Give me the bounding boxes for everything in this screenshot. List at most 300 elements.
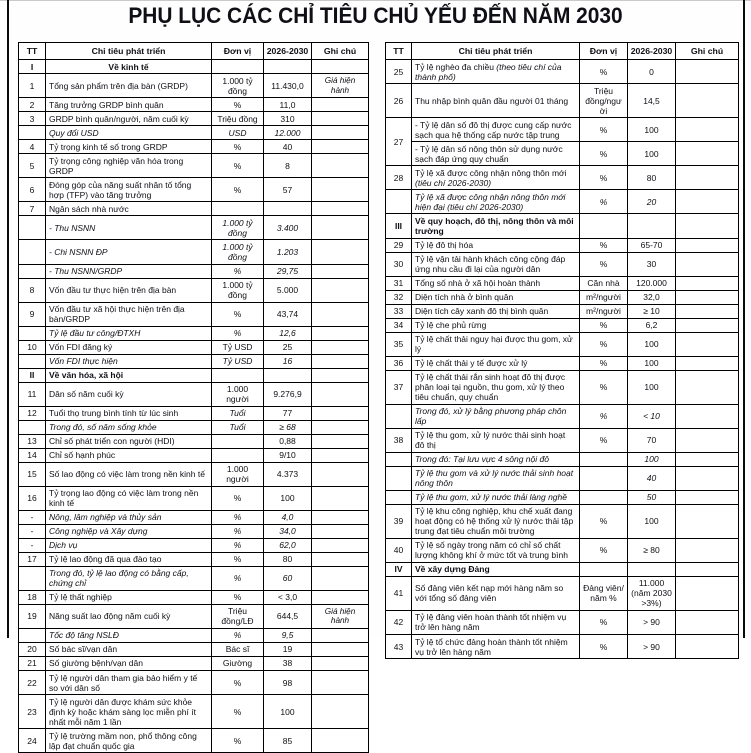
note-cell: [312, 486, 369, 510]
tt-cell: 20: [19, 642, 46, 656]
target-value-cell: 100: [264, 486, 312, 510]
indicator-cell: Chỉ số hạnh phúc: [46, 448, 212, 462]
unit-cell: %: [580, 118, 628, 142]
note-cell: [312, 154, 369, 178]
target-value-cell: 14,5: [628, 84, 676, 118]
tt-cell: [19, 354, 46, 368]
tt-cell: 39: [386, 504, 412, 538]
indicator-row: [19, 671, 369, 695]
unit-cell: [580, 562, 628, 576]
unit-cell: %: [212, 590, 264, 604]
target-value-cell: ≥ 10: [628, 304, 676, 318]
target-value-cell: 34,0: [264, 524, 312, 538]
unit-cell: %: [580, 190, 628, 214]
sub-indicator-row: [19, 216, 369, 240]
indicator-row: [19, 140, 369, 154]
tt-cell: 33: [386, 304, 412, 318]
unit-cell: %: [580, 332, 628, 356]
unit-cell: [580, 490, 628, 504]
indicator-cell: Tỷ lệ vận tải hành khách công cộng đáp ứng nhu cầu đi lại của người dân: [412, 252, 580, 276]
right-table-body: [386, 60, 739, 659]
indicator-row: [19, 434, 369, 448]
indicator-row: [386, 370, 739, 404]
tt-cell: 22: [19, 671, 46, 695]
indicator-cell: Số bác sĩ/vạn dân: [46, 642, 212, 656]
unit-cell: %: [212, 302, 264, 326]
indicator-row: [19, 382, 369, 406]
tt-cell: IV: [386, 562, 412, 576]
indicator-cell: Tỷ lệ nghèo đa chiều (theo tiêu chí của thành phố): [412, 60, 580, 84]
note-cell: [312, 240, 369, 264]
note-cell: [312, 671, 369, 695]
target-value-cell: 1.203: [264, 240, 312, 264]
sub-indicator-row: [19, 420, 369, 434]
target-value-cell: 100: [628, 332, 676, 356]
note-cell: [312, 462, 369, 486]
target-value-cell: 100: [628, 504, 676, 538]
indicator-cell: Tỷ lệ lao động đã qua đào tạo: [46, 552, 212, 566]
indicator-cell: Tốc độ tăng NSLĐ: [46, 628, 212, 642]
tt-cell: 3: [19, 112, 46, 126]
indicator-cell: Vốn FDI đăng ký: [46, 340, 212, 354]
note-cell: [676, 490, 739, 504]
target-value-cell: ≥ 80: [628, 538, 676, 562]
note-cell: [312, 326, 369, 340]
target-value-cell: 65-70: [628, 238, 676, 252]
note-cell: [312, 448, 369, 462]
indicator-row: [386, 428, 739, 452]
note-cell: [312, 354, 369, 368]
target-value-cell: 11.430,0: [264, 74, 312, 98]
note-cell: [676, 370, 739, 404]
tt-cell: 5: [19, 154, 46, 178]
indicator-cell: Trong đó: Tại lưu vực 4 sông nội đô: [412, 452, 580, 466]
unit-cell: Tuổi: [212, 420, 264, 434]
target-value-cell: 32,0: [628, 290, 676, 304]
column-header-note: Ghi chú: [676, 43, 739, 60]
indicator-row: [19, 448, 369, 462]
indicator-cell: Tổng số nhà ở xã hội hoàn thành: [412, 276, 580, 290]
target-value-cell: 644,5: [264, 604, 312, 628]
indicator-cell: Trong đó, tỷ lệ lao động có bằng cấp, chứng chỉ: [46, 566, 212, 590]
indicator-row: [386, 238, 739, 252]
tt-cell: -: [19, 524, 46, 538]
unit-cell: %: [580, 166, 628, 190]
section-row: [19, 368, 369, 382]
tt-cell: 34: [386, 318, 412, 332]
note-cell: [312, 112, 369, 126]
unit-cell: [212, 60, 264, 74]
target-value-cell: 12,6: [264, 326, 312, 340]
target-value-cell: [264, 202, 312, 216]
indicator-row: [386, 635, 739, 659]
tt-cell: 4: [19, 140, 46, 154]
indicator-cell: - Tỷ lệ dân số đô thị được cung cấp nước sạch qua hệ thống cấp nước tập trung: [412, 118, 580, 142]
target-value-cell: 310: [264, 112, 312, 126]
indicator-cell: Diện tích cây xanh đô thị bình quân: [412, 304, 580, 318]
tt-cell: 18: [19, 590, 46, 604]
target-value-cell: 80: [628, 166, 676, 190]
sub-indicator-row: [19, 538, 369, 552]
indicator-cell: Năng suất lao động năm cuối kỳ: [46, 604, 212, 628]
note-cell: [312, 264, 369, 278]
unit-cell: 1.000 tỷ đồng: [212, 74, 264, 98]
indicator-row: [386, 504, 739, 538]
unit-cell: 1.000 tỷ đồng: [212, 240, 264, 264]
indicator-row: [386, 252, 739, 276]
unit-cell: %: [580, 404, 628, 428]
tt-cell: -: [19, 538, 46, 552]
unit-cell: m²/người: [580, 304, 628, 318]
sub-indicator-row: [19, 354, 369, 368]
target-value-cell: ≥ 68: [264, 420, 312, 434]
sub-indicator-row: [19, 628, 369, 642]
column-header-note: Ghi chú: [312, 43, 369, 60]
unit-cell: %: [580, 252, 628, 276]
note-cell: [676, 610, 739, 634]
target-value-cell: 60: [264, 566, 312, 590]
indicator-cell: Tỷ trọng công nghiệp văn hóa trong GRDP: [46, 154, 212, 178]
target-value-cell: > 90: [628, 635, 676, 659]
indicator-cell: - Chi NSNN ĐP: [46, 240, 212, 264]
indicator-note-inline: (theo tiêu chí của thành phố): [415, 61, 562, 82]
tt-cell: 27: [386, 118, 412, 166]
unit-cell: Triệu đồng/người: [580, 84, 628, 118]
tt-cell: [386, 190, 412, 214]
indicator-row: [19, 590, 369, 604]
sub-indicator-row: [386, 466, 739, 490]
note-cell: [676, 142, 739, 166]
tt-cell: 25: [386, 60, 412, 84]
target-value-cell: 8: [264, 154, 312, 178]
indicator-row: [19, 462, 369, 486]
note-cell: [312, 382, 369, 406]
tt-cell: 16: [19, 486, 46, 510]
unit-cell: 1.000 tỷ đồng: [212, 278, 264, 302]
note-cell: [676, 190, 739, 214]
column-header-period: 2026-2030: [628, 43, 676, 60]
tt-cell: 13: [19, 434, 46, 448]
target-value-cell: 80: [264, 552, 312, 566]
note-cell: Giá hiện hành: [312, 74, 369, 98]
note-cell: [312, 202, 369, 216]
tt-cell: [19, 240, 46, 264]
note-cell: [676, 635, 739, 659]
indicator-row: [386, 576, 739, 610]
note-cell: [676, 84, 739, 118]
note-cell: [676, 466, 739, 490]
note-cell: [312, 524, 369, 538]
column-header-indicator: Chỉ tiêu phát triển: [412, 43, 580, 60]
indicator-row: [386, 332, 739, 356]
target-value-cell: 57: [264, 178, 312, 202]
indicator-cell: Vốn FDI thực hiện: [46, 354, 212, 368]
indicator-cell: Chỉ số phát triển con người (HDI): [46, 434, 212, 448]
target-value-cell: 9,5: [264, 628, 312, 642]
unit-cell: Tỷ USD: [212, 340, 264, 354]
note-cell: [676, 356, 739, 370]
indicator-row: [386, 142, 739, 166]
indicator-row: [386, 290, 739, 304]
sub-indicator-row: [19, 510, 369, 524]
tt-cell: 42: [386, 610, 412, 634]
note-cell: [312, 216, 369, 240]
page-left-border: [7, 0, 9, 638]
indicator-cell: Tỷ trọng lao động có việc làm trong nền kinh tế: [46, 486, 212, 510]
note-cell: [676, 576, 739, 610]
target-value-cell: 98: [264, 671, 312, 695]
note-cell: [676, 118, 739, 142]
note-cell: [312, 434, 369, 448]
target-value-cell: 30: [628, 252, 676, 276]
unit-cell: %: [212, 524, 264, 538]
indicator-cell: Tỷ lệ che phủ rừng: [412, 318, 580, 332]
indicators-table-right: [385, 42, 739, 659]
unit-cell: Triệu đồng: [212, 112, 264, 126]
unit-cell: %: [212, 140, 264, 154]
left-table-body: [19, 60, 369, 753]
indicator-cell: Tổng sản phẩm trên địa bàn (GRDP): [46, 74, 212, 98]
target-value-cell: [264, 60, 312, 74]
note-cell: [676, 60, 739, 84]
sub-indicator-row: [386, 452, 739, 466]
section-row: [386, 214, 739, 238]
unit-cell: Bác sĩ: [212, 642, 264, 656]
target-value-cell: 4,0: [264, 510, 312, 524]
target-value-cell: 100: [628, 356, 676, 370]
indicator-cell: - Tỷ lệ dân số nông thôn sử dụng nước sạch đáp ứng quy chuẩn: [412, 142, 580, 166]
indicator-cell: Vốn đầu tư xã hội thực hiện trên địa bàn/GRDP: [46, 302, 212, 326]
indicator-cell: Quy đổi USD: [46, 126, 212, 140]
indicator-cell: Về văn hóa, xã hội: [46, 368, 212, 382]
unit-cell: %: [212, 326, 264, 340]
indicator-cell: Tỷ lệ chất thải nguy hại được thu gom, xử lý: [412, 332, 580, 356]
tt-cell: -: [19, 510, 46, 524]
note-cell: [312, 140, 369, 154]
target-value-cell: 11.000 (năm 2030 >3%): [628, 576, 676, 610]
unit-cell: %: [580, 370, 628, 404]
note-cell: [312, 340, 369, 354]
indicator-cell: Tỷ lệ đảng viên hoàn thành tốt nhiệm vụ trở lên hàng năm: [412, 610, 580, 634]
note-cell: Giá hiện hành: [312, 604, 369, 628]
target-value-cell: 100: [628, 370, 676, 404]
unit-cell: Tuổi: [212, 406, 264, 420]
target-value-cell: 100: [628, 142, 676, 166]
tt-cell: II: [19, 368, 46, 382]
note-cell: [312, 695, 369, 729]
tt-cell: 23: [19, 695, 46, 729]
indicator-cell: - Thu NSNN: [46, 216, 212, 240]
indicator-cell: Về quy hoạch, đô thị, nông thôn và môi trường: [412, 214, 580, 238]
tt-cell: [19, 326, 46, 340]
note-cell: [312, 656, 369, 670]
unit-cell: %: [580, 60, 628, 84]
unit-cell: %: [580, 142, 628, 166]
sub-indicator-row: [386, 490, 739, 504]
sub-indicator-row: [19, 326, 369, 340]
note-cell: [312, 368, 369, 382]
indicator-cell: Nông, lâm nghiệp và thủy sản: [46, 510, 212, 524]
sub-indicator-row: [19, 566, 369, 590]
note-cell: [676, 252, 739, 276]
unit-cell: Đảng viên/ năm %: [580, 576, 628, 610]
indicator-cell: Về kinh tế: [46, 60, 212, 74]
unit-cell: %: [212, 154, 264, 178]
tt-cell: 29: [386, 238, 412, 252]
note-cell: [676, 428, 739, 452]
indicator-row: [19, 178, 369, 202]
indicator-row: [19, 154, 369, 178]
indicator-cell: Tỷ lệ số ngày trong năm có chỉ số chất lượng không khí ở mức tốt và trung bình: [412, 538, 580, 562]
indicator-cell: Tăng trưởng GRDP bình quân: [46, 98, 212, 112]
note-cell: [676, 304, 739, 318]
note-cell: [312, 406, 369, 420]
target-value-cell: 40: [628, 466, 676, 490]
tt-cell: [19, 420, 46, 434]
unit-cell: %: [212, 510, 264, 524]
indicator-row: [386, 84, 739, 118]
indicator-cell: Đóng góp của năng suất nhân tố tổng hợp (TFP) vào tăng trưởng: [46, 178, 212, 202]
unit-cell: %: [212, 98, 264, 112]
target-value-cell: < 3,0: [264, 590, 312, 604]
indicator-row: [19, 604, 369, 628]
unit-cell: %: [212, 552, 264, 566]
note-cell: [312, 729, 369, 753]
indicator-cell: Tỷ trọng kinh tế số trong GRDP: [46, 140, 212, 154]
indicator-cell: - Thu NSNN/GRDP: [46, 264, 212, 278]
sub-indicator-row: [19, 524, 369, 538]
note-cell: [676, 504, 739, 538]
note-cell: [312, 60, 369, 74]
indicator-row: [386, 118, 739, 142]
tt-cell: 19: [19, 604, 46, 628]
column-header-tt: TT: [386, 43, 412, 60]
indicator-row: [386, 304, 739, 318]
target-value-cell: 70: [628, 428, 676, 452]
indicator-row: [19, 729, 369, 753]
indicator-row: [19, 302, 369, 326]
indicator-row: [19, 656, 369, 670]
indicator-cell: Công nghiệp và Xây dựng: [46, 524, 212, 538]
tt-cell: 7: [19, 202, 46, 216]
target-value-cell: 4.373: [264, 462, 312, 486]
page-right-border: [743, 0, 745, 638]
section-row: [19, 60, 369, 74]
tt-cell: 41: [386, 576, 412, 610]
note-cell: [312, 420, 369, 434]
unit-cell: %: [580, 504, 628, 538]
indicator-row: [19, 552, 369, 566]
page-title: PHỤ LỤC CÁC CHỈ TIÊU CHỦ YẾU ĐẾN NĂM 2030: [128, 3, 623, 28]
target-value-cell: 50: [628, 490, 676, 504]
tt-cell: [19, 126, 46, 140]
tt-cell: 1: [19, 74, 46, 98]
tt-cell: [19, 566, 46, 590]
note-cell: [312, 642, 369, 656]
tt-cell: 21: [19, 656, 46, 670]
tt-cell: 38: [386, 428, 412, 452]
target-value-cell: 43,74: [264, 302, 312, 326]
unit-cell: %: [212, 264, 264, 278]
tt-cell: 32: [386, 290, 412, 304]
note-cell: [676, 452, 739, 466]
indicator-cell: Trong đó, xử lý bằng phương pháp chôn lấp: [412, 404, 580, 428]
sub-indicator-row: [19, 264, 369, 278]
tt-cell: 35: [386, 332, 412, 356]
tt-cell: [386, 404, 412, 428]
note-cell: [312, 302, 369, 326]
note-cell: [312, 590, 369, 604]
unit-cell: [580, 452, 628, 466]
tt-cell: 30: [386, 252, 412, 276]
indicator-row: [386, 166, 739, 190]
indicator-cell: Tỷ lệ xã được công nhận nông thôn mới hiện đại (tiêu chí 2026-2030): [412, 190, 580, 214]
indicator-row: [19, 112, 369, 126]
unit-cell: m²/người: [580, 290, 628, 304]
unit-cell: %: [580, 538, 628, 562]
tt-cell: 28: [386, 166, 412, 190]
target-value-cell: 29,75: [264, 264, 312, 278]
tt-cell: 17: [19, 552, 46, 566]
tt-cell: 24: [19, 729, 46, 753]
indicator-cell: Tỷ lệ trường mầm non, phổ thông công lập đạt chuẩn quốc gia: [46, 729, 212, 753]
tt-cell: 12: [19, 406, 46, 420]
unit-cell: %: [212, 566, 264, 590]
tt-cell: 10: [19, 340, 46, 354]
target-value-cell: 120.000: [628, 276, 676, 290]
target-value-cell: 85: [264, 729, 312, 753]
unit-cell: %: [212, 538, 264, 552]
target-value-cell: 38: [264, 656, 312, 670]
indicator-cell: Dân số năm cuối kỳ: [46, 382, 212, 406]
tt-cell: 8: [19, 278, 46, 302]
indicator-row: [386, 318, 739, 332]
note-cell: [312, 510, 369, 524]
unit-cell: %: [580, 428, 628, 452]
sub-indicator-row: [19, 126, 369, 140]
unit-cell: %: [212, 695, 264, 729]
unit-cell: Tỷ USD: [212, 354, 264, 368]
tt-cell: [19, 216, 46, 240]
note-cell: [676, 404, 739, 428]
target-value-cell: 100: [264, 695, 312, 729]
target-value-cell: 62,0: [264, 538, 312, 552]
unit-cell: 1.000 người: [212, 462, 264, 486]
target-value-cell: 25: [264, 340, 312, 354]
unit-cell: [212, 202, 264, 216]
tt-cell: 26: [386, 84, 412, 118]
unit-cell: [212, 368, 264, 382]
sub-indicator-row: [386, 190, 739, 214]
unit-cell: Triệu đồng/LĐ: [212, 604, 264, 628]
indicator-row: [19, 695, 369, 729]
indicator-row: [386, 610, 739, 634]
unit-cell: 1.000 người: [212, 382, 264, 406]
indicator-row: [19, 340, 369, 354]
indicators-table-left: [18, 42, 369, 753]
note-cell: [676, 538, 739, 562]
target-value-cell: 40: [264, 140, 312, 154]
note-cell: [676, 332, 739, 356]
indicator-cell: Trong đó, số năm sống khỏe: [46, 420, 212, 434]
tt-cell: 40: [386, 538, 412, 562]
note-cell: [312, 178, 369, 202]
indicator-cell: Tỷ lệ đô thị hóa: [412, 238, 580, 252]
note-cell: [676, 238, 739, 252]
unit-cell: [580, 466, 628, 490]
target-value-cell: 20: [628, 190, 676, 214]
unit-cell: Căn nhà: [580, 276, 628, 290]
